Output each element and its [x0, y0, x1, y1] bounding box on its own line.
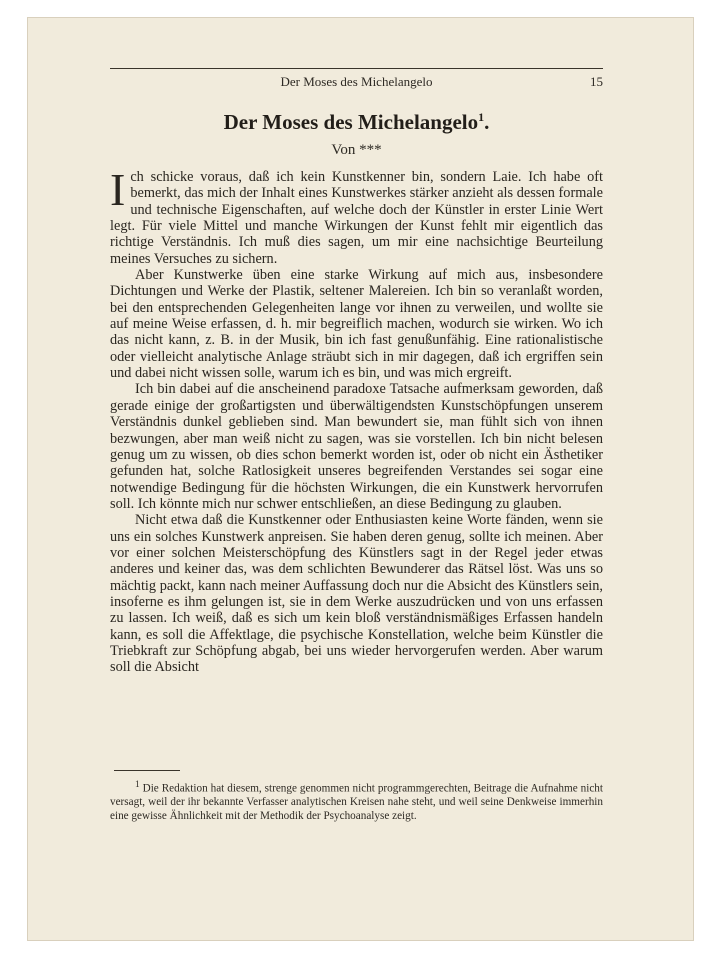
- dropcap-initial: I: [110, 164, 126, 215]
- paragraph-1: [110, 164, 603, 267]
- paragraph-1-text: ch schicke voraus, daß ich kein Kunstkenner bin, sondern Laie. Ich habe oft bemerkt, das mich der Inhalt eines Kunstwerkes stärker anzieht als dessen formale und technische Eigenschaften, auf welche doch der Künstler in erster Linie Wert legt. Für viele Mittel und manche Wirkungen der Kunst fehlt mir eigentlich das richtige Verständnis. Ich muß dies sagen, um mir eine nachsichtige Beurteilung meines Versuches zu sichern.: [110, 169, 603, 267]
- running-head-title: Der Moses des Michelangelo: [280, 74, 433, 89]
- paragraph-2: Aber Kunstwerke üben eine starke Wirkung auf mich aus, insbesondere Dichtungen und Werke der Plastik, seltener Malereien. Ich bin so veranlaßt worden, bei den entsprechenden Gelegenheiten lange vor ihnen zu verweilen, und wollte sie auf meine Weise erfassen, d. h. mir begreiflich machen, wodurch sie wirken. Wo ich das nicht kann, z. B. in der Musik, bin ich fast genußunfähig. Eine rationalistische oder vielleicht analytische Anlage sträubt sich in mir dagegen, daß ich ergriffen sein und dabei nicht wissen solle, warum ich es bin, und was mich ergreift.: [110, 267, 603, 382]
- footnote-rule: [114, 770, 180, 771]
- article-title: [110, 110, 603, 135]
- paragraph-3: Ich bin dabei auf die anscheinend paradoxe Tatsache aufmerksam geworden, daß gerade einige der großartigsten und überwältigendsten Kunstschöpfungen unserem Verständnis dunkel geblieben sind. Man bewundert sie, man fühlt sich von ihnen bezwungen, aber man weiß nicht zu sagen, was sie vorstellen. Ich bin nicht belesen genug um zu wissen, ob dies schon bemerkt worden ist, oder ob nicht ein Ästhetiker gefunden hat, solche Ratlosigkeit unseres begreifenden Verstandes sei sogar eine notwendige Bedingung für die höchsten Wirkungen, die ein Kunstwerk hervorrufen soll. Ich könnte mich nur schwer entschließen, an diese Bedingung zu glauben.: [110, 381, 603, 512]
- book-page: [28, 18, 693, 940]
- page-number: 15: [590, 74, 603, 89]
- footnote: [110, 779, 603, 824]
- header-rule: [110, 68, 603, 69]
- article-title-text: Der Moses des Michelangelo: [223, 110, 479, 134]
- paragraph-4: Nicht etwa daß die Kunstkenner oder Enthusiasten keine Worte fänden, wenn sie uns ein solches Kunstwerk anpreisen. Sie haben deren genug, sollte ich meinen. Aber vor einer solchen Meisterschöpfung des Künstlers sagt in der Regel jeder etwas anderes und keiner das, was dem schlichten Bewunderer das Rätsel löst. Was uns so mächtig packt, kann nach meiner Auffassung doch nur die Absicht des Künstlers sein, insoferne es ihm gelungen ist, sie in dem Werke auszudrücken und von uns erfassen zu lassen. Ich weiß, daß es sich um kein bloß verständnismäßiges Erfassen handeln kann, es soll die Affektlage, die psychische Konstellation, welche beim Künstler die Triebkraft zur Schöpfung abgab, bei uns wieder hervorgerufen werden. Aber warum soll die Absicht: [110, 512, 603, 676]
- article-body: [110, 164, 603, 676]
- title-footnote-marker[interactable]: 1: [478, 110, 485, 124]
- footnote-marker: 1: [135, 780, 140, 790]
- footnote-text: Die Redaktion hat diesem, strenge genommen nicht programmgerechten, Beitrage die Aufnahme nicht versagt, weil der ihr bekannte Verfasser analytischen Kreisen nahe steht, und weil seine Denkweise immerhin eine gewisse Ähnlichkeit mit der Methodik der Psychoanalyse zeigt.: [110, 782, 603, 822]
- article-title-period: .: [484, 110, 490, 134]
- author-byline: Von ***: [331, 142, 382, 158]
